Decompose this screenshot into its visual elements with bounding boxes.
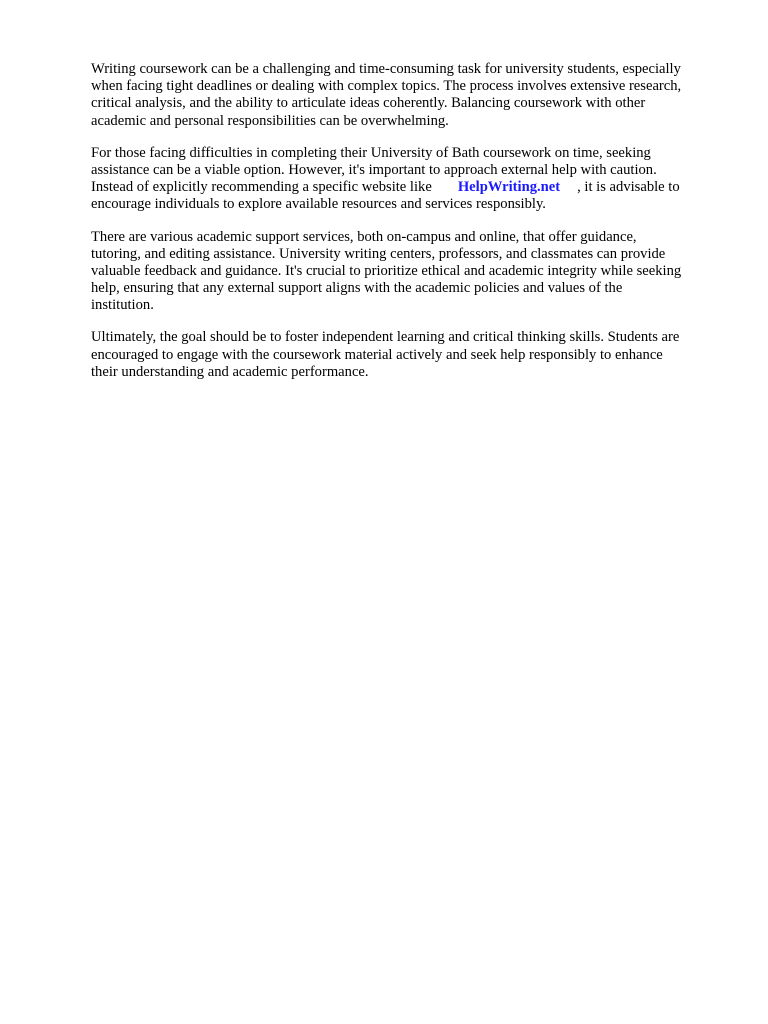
- text-line: Ultimately, the goal should be to foster independent learning and critical thinking skills. Students are: [91, 329, 680, 346]
- helpwriting-link[interactable]: HelpWriting.net: [457, 179, 561, 196]
- text-line-with-link: [91, 179, 731, 196]
- text-line: valuable feedback and guidance. It's crucial to prioritize ethical and academic integrity while seeking: [91, 262, 682, 279]
- text-line: encourage individuals to explore available resources and services responsibly.: [91, 196, 546, 213]
- text-line: tutoring, and editing assistance. University writing centers, professors, and classmates can provide: [91, 245, 666, 262]
- link-line-after: , it is advisable to: [577, 179, 680, 196]
- paragraph-2: [91, 145, 731, 214]
- text-line: critical analysis, and the ability to articulate ideas coherently. Balancing coursework with other: [91, 95, 646, 112]
- paragraph-1: [91, 61, 731, 130]
- document-page: [91, 61, 731, 396]
- text-line: encouraged to engage with the coursework material actively and seek help responsibly to enhance: [91, 346, 663, 363]
- paragraph-3: [91, 229, 731, 315]
- text-line: For those facing difficulties in completing their University of Bath coursework on time, seeking: [91, 144, 651, 161]
- text-line: There are various academic support services, both on-campus and online, that offer guidance,: [91, 228, 637, 245]
- text-line: their understanding and academic performance.: [91, 363, 369, 380]
- text-line: institution.: [91, 297, 154, 314]
- text-line: assistance can be a viable option. However, it's important to approach external help with caution.: [91, 161, 657, 178]
- link-line-before: Instead of explicitly recommending a specific website like: [91, 179, 432, 196]
- text-line: when facing tight deadlines or dealing with complex topics. The process involves extensive research,: [91, 78, 682, 95]
- text-line: Writing coursework can be a challenging and time-consuming task for university students, especially: [91, 61, 681, 77]
- text-line: academic and personal responsibilities can be overwhelming.: [91, 112, 449, 129]
- text-line: help, ensuring that any external support aligns with the academic policies and values of the: [91, 280, 623, 297]
- paragraph-4: [91, 329, 731, 381]
